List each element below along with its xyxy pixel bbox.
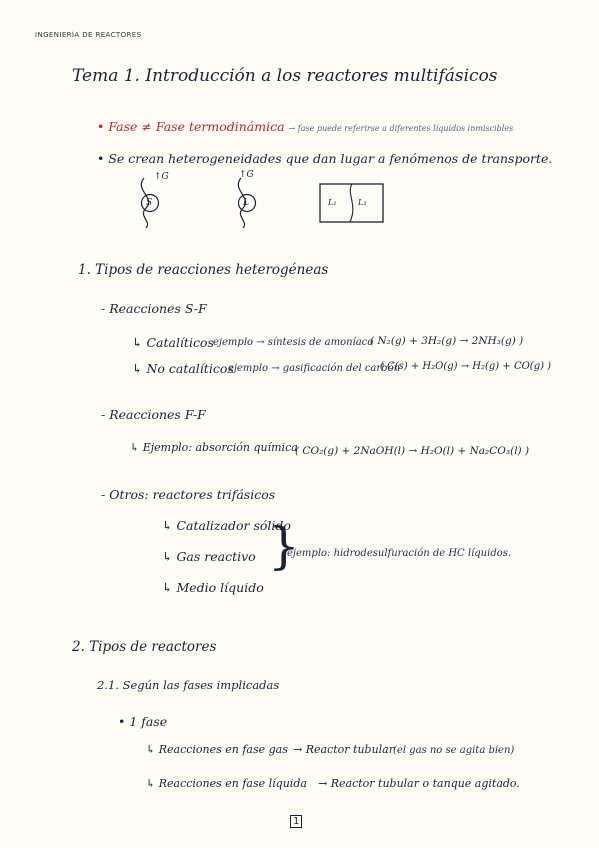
sf-heading: - Reacciones S-F — [101, 301, 207, 316]
others-example: ejemplo: hidrodesulfuración de HC líquidos. — [287, 548, 512, 559]
bullet-fase-word: • Fase — [97, 119, 138, 134]
sf-noncatalytic-equation: ( C(s) + H₂O(g) → H₂(g) + CO(g) ) — [380, 361, 552, 372]
liquid-label: L — [243, 198, 249, 208]
sf-catalytic-label: ↳ Catalíticos — [132, 335, 214, 350]
section-2-heading: 2. Tipos de reactores — [72, 639, 217, 655]
bullet-heterogeneities: • Se crean heterogeneidades que dan lugar a fenómenos de transporte. — [97, 151, 553, 166]
liquid-2-label: L₂ — [358, 198, 367, 207]
bullet-fase — [97, 119, 513, 134]
ff-heading: - Reacciones F-F — [101, 407, 206, 422]
one-phase-bullet: • 1 fase — [118, 714, 168, 729]
others-item-liquid: ↳ Medio líquido — [162, 580, 264, 595]
ff-example-label: ↳ Ejemplo: absorción química — [130, 441, 298, 454]
interface-line — [350, 184, 353, 222]
bullet-fase-term: Fase termodinámica — [155, 119, 285, 134]
gas-phase-result: → Reactor tubular — [293, 743, 394, 756]
page-title: Tema 1. Introducción a los reactores multifásicos — [72, 66, 498, 86]
liquid-phase-result: → Reactor tubular o tanque agitado. — [318, 777, 520, 790]
solid-label: S — [146, 198, 153, 208]
gas-arrow-label-1: ↑G — [154, 172, 169, 182]
sf-noncatalytic-label: ↳ No catalíticos — [132, 361, 234, 376]
ff-equation: ( CO₂(g) + 2NaOH(l) → H₂O(l) + Na₂CO₃(l) ) — [295, 445, 530, 457]
liquid-1-label: L₁ — [328, 198, 337, 207]
others-item-gas: ↳ Gas reactivo — [162, 549, 256, 564]
gas-phase-label: ↳ Reacciones en fase gas — [146, 743, 288, 756]
document-header: INGENIERÍA DE REACTORES — [35, 31, 142, 39]
sf-catalytic-equation: ( N₂(g) + 3H₂(g) → 2NH₃(g) ) — [370, 335, 524, 347]
others-item-catalyst: ↳ Catalizador sólido — [162, 518, 291, 533]
gas-phase-note: (el gas no se agita bien) — [393, 745, 515, 756]
grouping-brace: } — [268, 517, 300, 575]
bullet-fase-note: → fase puede referirse a diferentes líquidos inmiscibles — [288, 124, 514, 133]
sf-catalytic-example: ejemplo → síntesis de amoníaco — [213, 337, 374, 348]
not-equal-sign: ≠ — [141, 119, 152, 134]
phase-diagram — [130, 168, 400, 228]
page-number: 1 — [290, 815, 302, 828]
section-2-subheading: 2.1. Según las fases implicadas — [97, 678, 280, 692]
section-1-heading: 1. Tipos de reacciones heterogéneas — [78, 262, 329, 278]
sf-noncatalytic-example: ejemplo → gasificación del carbón — [228, 363, 401, 374]
liquid-phase-label: ↳ Reacciones en fase líquida — [146, 777, 307, 790]
others-heading: - Otros: reactores trifásicos — [101, 487, 276, 502]
gas-arrow-label-2: ↑G — [239, 170, 254, 180]
